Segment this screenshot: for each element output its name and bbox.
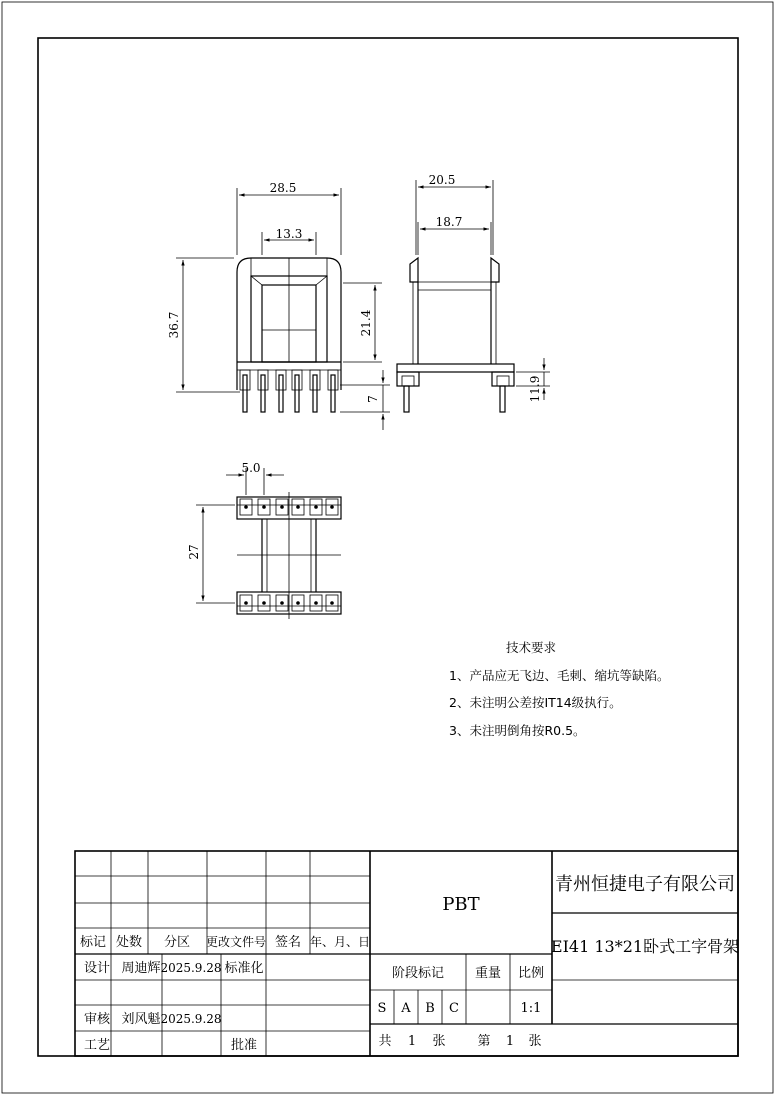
- sheet-no-unit: 张: [528, 1034, 542, 1049]
- dim-base-height: [516, 358, 550, 402]
- dim-pin-length: [340, 370, 390, 430]
- header-change-doc: 更改文件号: [205, 935, 267, 949]
- dim-front-inner-width: [262, 227, 316, 255]
- approve-label: 批准: [230, 1038, 258, 1053]
- dim-side-width-label: 20.5: [428, 173, 456, 187]
- stage-c: C: [449, 1001, 459, 1016]
- dim-top-pin-pitch: [226, 461, 284, 495]
- process-label: 工艺: [83, 1038, 111, 1053]
- stage-s: S: [377, 1001, 387, 1016]
- header-signature: 签名: [274, 935, 302, 950]
- front-view: [237, 258, 341, 412]
- sheet-no-label: 第: [477, 1034, 491, 1049]
- header-count: 处数: [115, 935, 143, 950]
- review-label: 审核: [83, 1012, 111, 1027]
- standardization-label: 标准化: [224, 961, 264, 976]
- part-name: EI41 13*21卧式工字骨架: [550, 937, 740, 956]
- dim-window-height-label: 21.4: [359, 309, 373, 337]
- dim-pin-length-label: 7: [366, 395, 380, 403]
- dim-front-width: [237, 181, 341, 255]
- dim-top-pin-pitch-label: 5.0: [241, 461, 261, 475]
- review-date: 2025.9.28: [160, 1012, 222, 1026]
- header-mark: 标记: [79, 935, 107, 950]
- dim-base-height-label: 11.9: [528, 375, 542, 403]
- sheets-total: 1: [407, 1034, 417, 1049]
- sheets-total-label: 共: [378, 1034, 392, 1049]
- stage-label: 阶段标记: [391, 966, 445, 981]
- designer-name: 周迪辉: [121, 961, 161, 976]
- side-view: [397, 258, 514, 412]
- top-view: [237, 492, 341, 619]
- dim-front-height-label: 36.7: [167, 311, 181, 339]
- dim-window-height: [343, 283, 382, 362]
- dim-front-height: [167, 258, 240, 392]
- sheet-no: 1: [505, 1034, 515, 1049]
- dim-side-inner-width-label: 18.7: [435, 215, 463, 229]
- dim-side-width: [416, 173, 493, 255]
- requirement-item-1: 1、产品应无飞边、毛刺、缩坑等缺陷。: [449, 668, 670, 683]
- scale-label: 比例: [517, 966, 545, 981]
- requirement-item-2: 2、未注明公差按IT14级执行。: [449, 695, 622, 710]
- stage-b: B: [425, 1001, 435, 1016]
- technical-requirements: [449, 640, 669, 738]
- reviewer-name: 刘风魁: [121, 1012, 161, 1027]
- scale-value: 1:1: [520, 1001, 542, 1016]
- dim-top-length-label: 27: [187, 544, 201, 560]
- dim-top-length: [187, 505, 235, 603]
- sheets-total-unit: 张: [432, 1034, 446, 1049]
- dim-front-inner-width-label: 13.3: [275, 227, 303, 241]
- stage-a: A: [401, 1001, 411, 1016]
- dim-side-inner-width: [418, 215, 491, 255]
- header-zone: 分区: [163, 935, 191, 950]
- requirement-item-3: 3、未注明倒角按R0.5。: [449, 723, 586, 738]
- design-date: 2025.9.28: [160, 961, 222, 975]
- material-label: PBT: [442, 894, 480, 915]
- dim-front-width-label: 28.5: [269, 181, 297, 195]
- company-name: 青州恒捷电子有限公司: [555, 874, 735, 895]
- header-date: 年、月、日: [309, 935, 371, 949]
- sheet-outer-border: [2, 2, 773, 1093]
- weight-label: 重量: [474, 966, 502, 981]
- design-label: 设计: [83, 961, 111, 976]
- requirements-title: 技术要求: [505, 640, 557, 655]
